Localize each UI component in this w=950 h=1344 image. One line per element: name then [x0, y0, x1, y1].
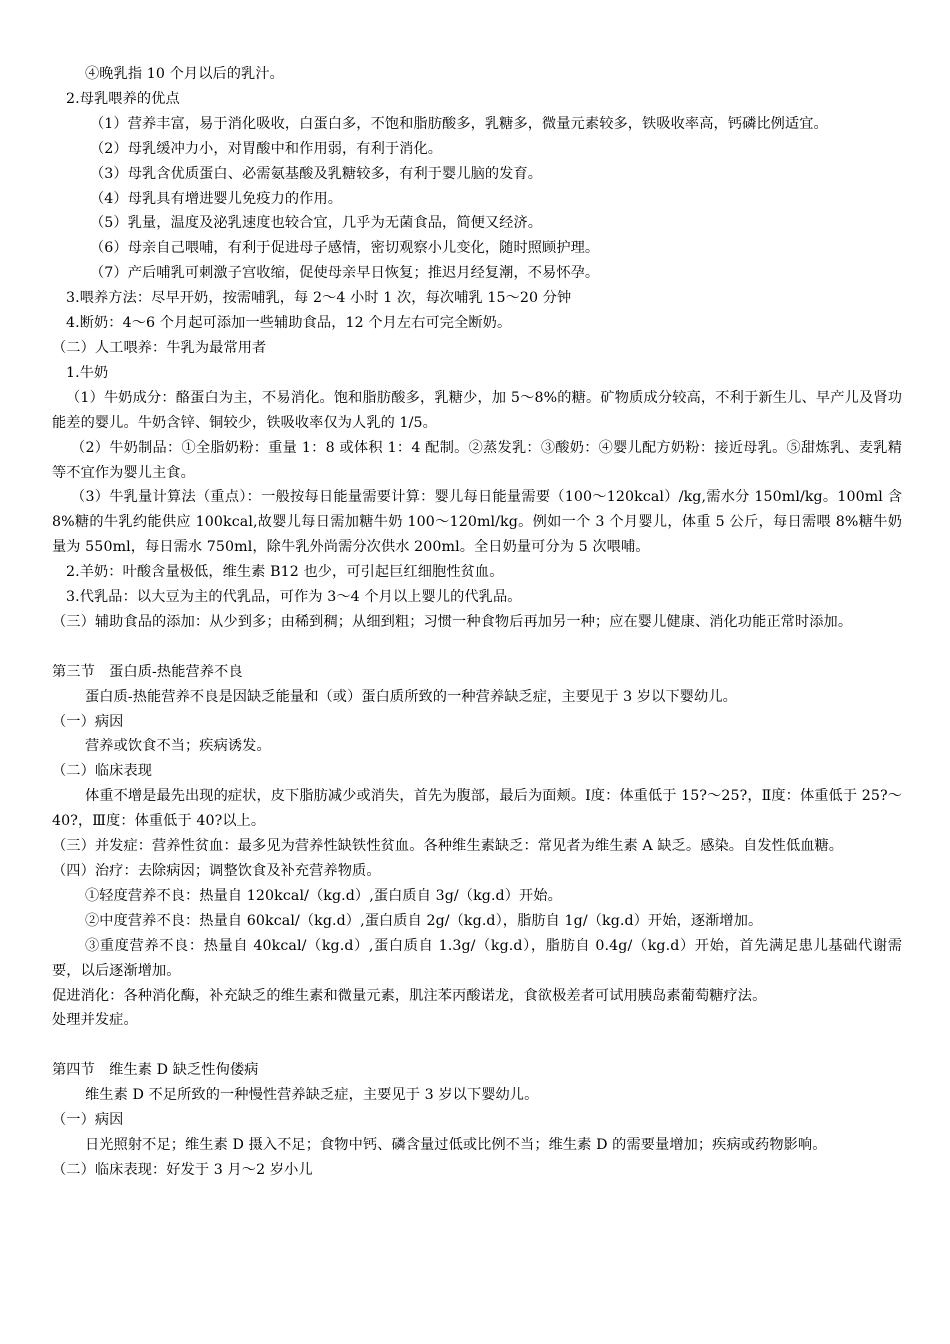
paragraph: 2.羊奶：叶酸含量极低，维生素 B12 也少，可引起巨红细胞性贫血。	[66, 564, 504, 581]
paragraph: （6）母亲自己喂哺，有利于促进母子感情，密切观察小儿变化，随时照顾护理。	[90, 240, 600, 257]
paragraph: （1）营养丰富，易于消化吸收，白蛋白多，不饱和脂肪酸多，乳糖多，微量元素较多，铁吸收率高，钙磷比例适宜。	[90, 115, 828, 132]
paragraph: 维生素 D 不足所致的一种慢性营养缺乏症，主要见于 3 岁以下婴幼儿。	[85, 1087, 539, 1104]
paragraph: 处理并发症。	[52, 1012, 138, 1029]
section-heading: 第四节 维生素 D 缺乏性佝偻病	[52, 1062, 259, 1079]
paragraph: 2.母乳喂养的优点	[66, 90, 180, 107]
paragraph: （5）乳量，温度及泌乳速度也较合宜，几乎为无菌食品，简便又经济。	[90, 215, 543, 232]
paragraph: （二）临床表现：好发于 3 月～2 岁小儿	[52, 1161, 313, 1178]
paragraph: （三）辅助食品的添加：从少到多；由稀到稠；从细到粗；习惯一种食物后再加另一种；应在婴儿健康、消化功能正常时添加。	[52, 613, 853, 630]
paragraph: ④晚乳指 10 个月以后的乳汁。	[85, 66, 284, 82]
paragraph: （2）母乳缓冲力小，对胃酸中和作用弱，有利于消化。	[90, 140, 443, 157]
paragraph: 蛋白质-热能营养不良是因缺乏能量和（或）蛋白质所致的一种营养缺乏症，主要见于 3 岁以下婴幼儿。	[85, 688, 737, 705]
paragraph: 3.代乳品：以大豆为主的代乳品，可作为 3～4 个月以上婴儿的代乳品。	[66, 589, 522, 606]
paragraph: 体重不增是最先出现的症状，皮下脂肪减少或消失，首先为腹部，最后为面颊。Ⅰ度：体重低于 15?～25?，Ⅱ度：体重低于 25?～40?，Ⅲ度：体重低于 40?以上。	[52, 788, 902, 830]
paragraph: （一）病因	[52, 1112, 124, 1129]
document-body	[52, 62, 902, 1183]
paragraph: （3）牛乳量计算法（重点）：一般按每日能量需要计算：婴儿每日能量需要（100～120kcal）/kg,需水分 150ml/kg。100ml 含 8%糖的牛乳约能供应 100kcal,故婴儿每日需加糖牛奶 100～120ml/kg。例如一个 3 个月婴儿，体重 5 公斤，每日需喂 8%糖牛奶量为 550ml，每日需水 750ml，除牛乳外尚需分次供水 200ml。全日奶量可分为 5 次喂哺。	[52, 489, 902, 556]
paragraph: ①轻度营养不良：热量自 120kcal/（kg.d）,蛋白质自 3g/（kg.d）开始。	[85, 887, 562, 904]
paragraph: （一）病因	[52, 713, 124, 730]
paragraph: 营养或饮食不当；疾病诱发。	[85, 738, 271, 755]
paragraph: 日光照射不足；维生素 D 摄入不足；食物中钙、磷含量过低或比例不当；维生素 D 的需要量增加；疾病或药物影响。	[85, 1136, 827, 1153]
paragraph: （7）产后哺乳可刺激子宫收缩，促使母亲早日恢复；推迟月经复潮，不易怀孕。	[90, 265, 600, 282]
paragraph: （2）牛奶制品：①全脂奶粉：重量 1：8 或体积 1：4 配制。②蒸发乳：③酸奶：④婴儿配方奶粉：接近母乳。⑤甜炼乳、麦乳精等不宜作为婴儿主食。	[52, 439, 902, 481]
paragraph: 1.牛奶	[66, 364, 109, 381]
paragraph: ③重度营养不良：热量自 40kcal/（kg.d）,蛋白质自 1.3g/（kg.d），脂肪自 0.4g/（kg.d）开始，首先满足患儿基础代谢需要，以后逐渐增加。	[52, 937, 902, 979]
paragraph: （1）牛奶成分：酪蛋白为主，不易消化。饱和脂肪酸多，乳糖少，加 5～8%的糖。矿物质成分较高，不利于新生儿、早产儿及肾功能差的婴儿。牛奶含锌、铜较少，铁吸收率仅为人乳的 1/5。	[52, 389, 902, 431]
paragraph: （三）并发症：营养性贫血：最多见为营养性缺铁性贫血。各种维生素缺乏：常见者为维生素 A 缺乏。感染。自发性低血糖。	[52, 838, 844, 855]
paragraph: 3.喂养方法：尽早开奶，按需哺乳，每 2～4 小时 1 次，每次哺乳 15～20 分钟	[66, 290, 572, 307]
paragraph: （3）母乳含优质蛋白、必需氨基酸及乳糖较多，有利于婴儿脑的发育。	[90, 165, 543, 182]
paragraph: 促进消化：各种消化酶，补充缺乏的维生素和微量元素，肌注苯丙酸诺龙，食欲极差者可试用胰岛素葡萄糖疗法。	[52, 987, 767, 1004]
blank-line	[52, 1033, 902, 1058]
paragraph: ②中度营养不良：热量自 60kcal/（kg.d）,蛋白质自 2g/（kg.d），脂肪自 1g/（kg.d）开始，逐渐增加。	[85, 912, 763, 929]
paragraph: （二）临床表现	[52, 763, 153, 780]
paragraph: （四）治疗：去除病因；调整饮食及补充营养物质。	[52, 862, 381, 879]
paragraph: （二）人工喂养：牛乳为最常用者	[52, 339, 267, 356]
paragraph: （4）母乳具有增进婴儿免疫力的作用。	[90, 190, 343, 207]
paragraph: 4.断奶：4～6 个月起可添加一些辅助食品，12 个月左右可完全断奶。	[66, 315, 512, 332]
blank-line	[52, 635, 902, 660]
section-heading: 第三节 蛋白质-热能营养不良	[52, 663, 243, 680]
